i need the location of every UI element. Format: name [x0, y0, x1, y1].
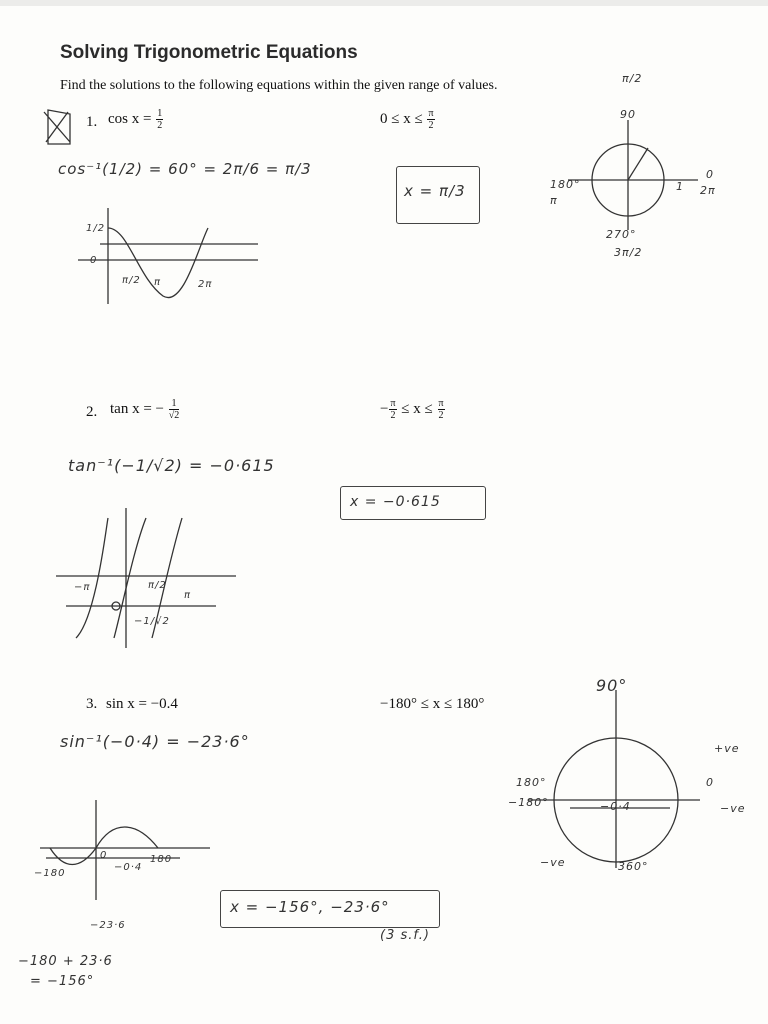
scan-edge	[0, 0, 768, 6]
q2-range-den-right: 2	[438, 410, 444, 421]
q2-frac-den: √2	[168, 410, 180, 421]
q3-extra-work-line1: −180 + 23·6	[18, 954, 113, 969]
q2-range-frac-left	[389, 398, 396, 421]
q2-work: tan⁻¹(−1/√2) = −0·615	[68, 456, 275, 475]
q1-frac-num: 1	[157, 108, 163, 119]
q1-answer: x = π/3	[404, 182, 466, 200]
q2-range-minus: −	[380, 400, 389, 417]
q3-graph-label-0: 0	[100, 850, 108, 861]
q2-equation	[110, 398, 180, 421]
q1-frac-den: 2	[157, 120, 163, 131]
q2-graph-label-pi: π	[184, 590, 192, 601]
q3-label-minus-04: −0·4	[600, 800, 631, 813]
q2-answer: x = −0·615	[350, 494, 441, 510]
q2-range	[380, 398, 446, 421]
q3-equation: sin x = −0.4	[106, 696, 178, 712]
q2-graph-label-minus-pi: −π	[74, 582, 91, 593]
q1-graph-label-pi-half: π/2	[122, 275, 141, 286]
q1-equation	[108, 108, 164, 131]
q1-label-3pi-half: 3π/2	[614, 246, 643, 259]
q3-graph-label-minus-180: −180	[34, 868, 66, 879]
q3-graph-label-180: 180	[150, 854, 173, 865]
q1-range	[380, 108, 436, 131]
q1-graph-label-2pi: 2π	[198, 279, 213, 290]
q3-work: sin⁻¹(−0·4) = −23·6°	[60, 732, 250, 751]
q1-circle-labels	[548, 72, 748, 272]
q2-range-num-right: π	[438, 398, 444, 409]
q2-equation-lhs: tan x = −	[110, 400, 164, 417]
q3-circle-labels	[500, 676, 768, 886]
q1-label-1: 1	[676, 180, 684, 193]
q2-frac-num: 1	[169, 398, 180, 410]
q1-graph-label-zero: 0	[90, 255, 98, 266]
q3-answer: x = −156°, −23·6°	[230, 898, 390, 916]
instructions: Find the solutions to the following equations within the given range of values.	[60, 78, 498, 93]
worksheet-title: Solving Trigonometric Equations	[60, 42, 358, 63]
q1-graph-labels	[86, 222, 266, 290]
q3-graph-labels	[34, 850, 224, 930]
q1-range-lhs: 0 ≤ x ≤	[380, 110, 423, 127]
q2-graph-label-pi-half: π/2	[148, 580, 167, 591]
q1-label-90: 90	[620, 108, 636, 121]
q2-range-den-left: 2	[390, 410, 396, 421]
q1-graph-label-half: 1/2	[86, 223, 106, 234]
q2-number: 2.	[86, 404, 98, 420]
crossed-checkbox	[40, 108, 74, 146]
q2-graph-label-neg-root: −1/√2	[134, 616, 170, 627]
q2-range-num-left: π	[390, 398, 396, 409]
q3-answer-note: (3 s.f.)	[380, 928, 430, 943]
q1-fraction	[156, 108, 163, 131]
q3-number: 3.	[86, 696, 98, 712]
q3-range: −180° ≤ x ≤ 180°	[380, 696, 485, 712]
q2-range-mid: ≤ x ≤	[401, 400, 433, 417]
q1-label-270: 270°	[606, 228, 637, 241]
q1-range-den: 2	[428, 120, 434, 131]
q1-number: 1.	[86, 114, 98, 130]
q3-label-positive: +ve	[714, 742, 740, 755]
q1-label-pi-half: π/2	[622, 72, 643, 85]
q1-range-fraction	[427, 108, 434, 131]
q1-work: cos⁻¹(1/2) = 60° = 2π/6 = π/3	[58, 160, 312, 178]
q1-equation-lhs: cos x =	[108, 110, 152, 127]
q3-label-90: 90°	[596, 676, 628, 695]
q3-label-minus-180: −180°	[508, 796, 549, 809]
q1-graph-label-pi: π	[154, 277, 162, 288]
q1-label-0: 0	[706, 168, 714, 181]
q3-label-0: 0	[706, 776, 714, 789]
q3-graph-label-minus-04: −0·4	[114, 862, 143, 873]
q3-label-negative-left: −ve	[540, 856, 566, 869]
q1-label-2pi: 2π	[700, 184, 716, 197]
q3-graph-label-minus-236: −23·6	[90, 920, 126, 931]
q3-label-180: 180°	[516, 776, 547, 789]
q3-extra-work-line2: = −156°	[30, 974, 95, 989]
q2-graph-labels	[60, 580, 240, 640]
q1-range-num: π	[428, 108, 434, 119]
q1-label-pi: π	[550, 194, 558, 207]
q2-range-frac-right	[438, 398, 445, 421]
q2-fraction	[169, 398, 180, 421]
q3-label-360: 360°	[618, 860, 649, 873]
q1-label-180: 180°	[550, 178, 581, 191]
q3-label-negative-right: −ve	[720, 802, 746, 815]
